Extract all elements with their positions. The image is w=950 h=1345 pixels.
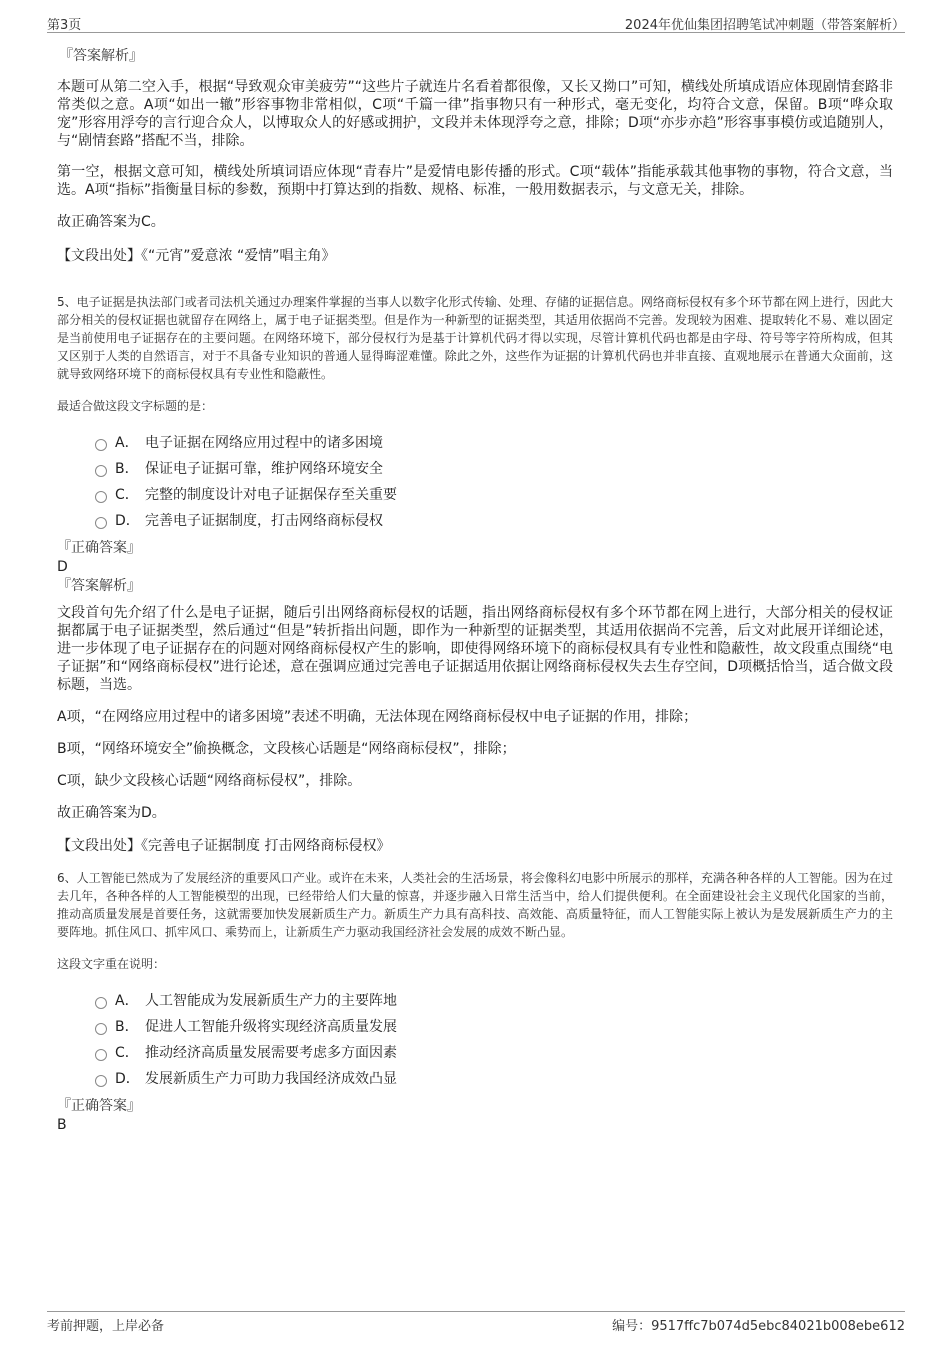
radio-icon[interactable]: [95, 1075, 107, 1087]
q5-analysis-p1: 文段首句先介绍了什么是电子证据，随后引出网络商标侵权的话题，指出网络商标侵权有多个环节都在网上进行，大部分相关的侵权证据都属于电子证据类型，然后通过“但是”转折指出问题，即作为一种新型的证据类型，其适用依据尚不完善，后文对此展开详细论述，进一步体现了电子证据存在的问题对网络商标侵权产生的影响，即使得网络环境下的商标侵权具有专业性和隐蔽性，故文段重点围绕“电子证据”和“网络商标侵权”进行论述，意在强调应通过完善电子证据适用依据让网络商标侵权失去生存空间，D项概括恰当，适合做文段标题，当选。: [57, 605, 893, 693]
q5-correct-tag: 『正确答案』: [57, 540, 141, 556]
q4-source: 【文段出处】《“元宵”爱意浓 “爱情”唱主角》: [57, 248, 336, 264]
page-header: [47, 14, 905, 33]
q6-prompt: 这段文字重在说明：: [57, 957, 166, 971]
q5-option-c[interactable]: C． 完整的制度设计对电子证据保存至关重要: [95, 482, 893, 508]
radio-icon[interactable]: [95, 997, 107, 1009]
q6-option-d[interactable]: D． 发展新质生产力可助力我国经济成效凸显: [95, 1066, 893, 1092]
q4-analysis-tag: 『答案解析』: [59, 48, 143, 64]
q5-analysis-tag: 『答案解析』: [57, 578, 141, 594]
q5-answer-line: 故正确答案为D。: [57, 805, 166, 821]
q4-answer-line: 故正确答案为C。: [57, 214, 165, 230]
q5-correct-answer: D: [57, 559, 68, 575]
q5-source: 【文段出处】《完善电子证据制度 打击网络商标侵权》: [57, 838, 391, 854]
page-number: 第3页: [47, 18, 82, 33]
q5-option-b[interactable]: B． 保证电子证据可靠，维护网络环境安全: [95, 456, 893, 482]
q5-analysis-c: C项，缺少文段核心话题“网络商标侵权”，排除。: [57, 773, 362, 789]
radio-icon[interactable]: [95, 465, 107, 477]
q6-option-c[interactable]: C． 推动经济高质量发展需要考虑多方面因素: [95, 1040, 893, 1066]
q5-option-a[interactable]: A． 电子证据在网络应用过程中的诸多困境: [95, 430, 893, 456]
q5-option-d[interactable]: D． 完善电子证据制度，打击网络商标侵权: [95, 508, 893, 534]
q6-option-b[interactable]: B． 促进人工智能升级将实现经济高质量发展: [95, 1014, 893, 1040]
radio-icon[interactable]: [95, 1049, 107, 1061]
radio-icon[interactable]: [95, 491, 107, 503]
q6-option-a[interactable]: A． 人工智能成为发展新质生产力的主要阵地: [95, 988, 893, 1014]
q4-analysis-p2: 第一空，根据文意可知，横线处所填词语应体现“青春片”是爱情电影传播的形式。C项“载体”指能承载其他事物的事物，符合文意，当选。A项“指标”指衡量目标的参数，预期中打算达到的指数、规格、标准，一般用数据表示，与文意无关，排除。: [57, 164, 893, 198]
q5-analysis-a: A项，“在网络应用过程中的诸多困境”表述不明确，无法体现在网络商标侵权中电子证据的作用，排除；: [57, 709, 698, 725]
q5-options: [95, 430, 893, 534]
q6-stem: 6、人工智能已然成为了发展经济的重要风口产业。或许在未来，人类社会的生活场景，将会像科幻电影中所展示的那样，充满各种各样的人工智能。因为在过去几年，各种各样的人工智能模型的出现，已经带给人们大量的惊喜，并逐步融入日常生活当中，给人们提供便利。在全面建设社会主义现代化国家的当前，推动高质量发展是首要任务，这就需要加快发展新质生产力。新质生产力具有高科技、高效能、高质量特征，而人工智能实际上被认为是发展新质生产力的主要阵地。抓住风口、抓牢风口、乘势而上，让新质生产力驱动我国经济社会发展的成效不断凸显。: [57, 871, 893, 939]
document-title: 2024年优仙集团招聘笔试冲刺题（带答案解析）: [624, 18, 905, 33]
q6-options: [95, 988, 893, 1092]
q6-correct-answer: B: [57, 1117, 67, 1133]
q5-stem: 5、电子证据是执法部门或者司法机关通过办理案件掌握的当事人以数字化形式传输、处理、存储的证据信息。网络商标侵权有多个环节都在网上进行，因此大部分相关的侵权证据也就留存在网络上，属于电子证据类型。但是作为一种新型的证据类型，其适用依据尚不完善。发现较为困难、提取转化不易、难以固定是当前使用电子证据存在的主要问题。在网络环境下，部分侵权行为是基于计算机代码才得以实现，尽管计算机代码也都是由字母、符号等字符所构成，但其又区别于人类的自然语言，对于不具备专业知识的普通人显得晦涩难懂。除此之外，这些作为证据的计算机代码也并非直接、直观地展示在普通大众面前，这就导致网络环境下的商标侵权具有专业性和隐蔽性。: [57, 295, 893, 381]
q5-prompt: 最适合做这段文字标题的是：: [57, 399, 214, 413]
q4-analysis-p1: 本题可从第二空入手，根据“导致观众审美疲劳”“这些片子就连片名看着都很像，又长又拗口”可知，横线处所填成语应体现剧情套路非常类似之意。A项“如出一辙”形容事物非常相似，C项“千篇一律”指事物只有一种形式，毫无变化，均符合文意，保留。B项“哗众取宠”形容用浮夸的言行迎合众人，以博取众人的好感或拥护，文段并未体现浮夸之意，排除；D项“亦步亦趋”形容事事模仿或追随别人，与“剧情套路”搭配不当，排除。: [57, 79, 893, 149]
page-content: [57, 46, 893, 1134]
document-code: 编号：9517ffc7b074d5ebc84021b008ebe612: [612, 1319, 905, 1334]
q6-correct-tag: 『正确答案』: [57, 1098, 141, 1114]
page-footer: [47, 1311, 905, 1332]
radio-icon[interactable]: [95, 517, 107, 529]
footer-slogan: 考前押题，上岸必备: [47, 1319, 165, 1334]
radio-icon[interactable]: [95, 1023, 107, 1035]
q5-analysis-b: B项，“网络环境安全”偷换概念，文段核心话题是“网络商标侵权”，排除；: [57, 741, 516, 757]
radio-icon[interactable]: [95, 439, 107, 451]
